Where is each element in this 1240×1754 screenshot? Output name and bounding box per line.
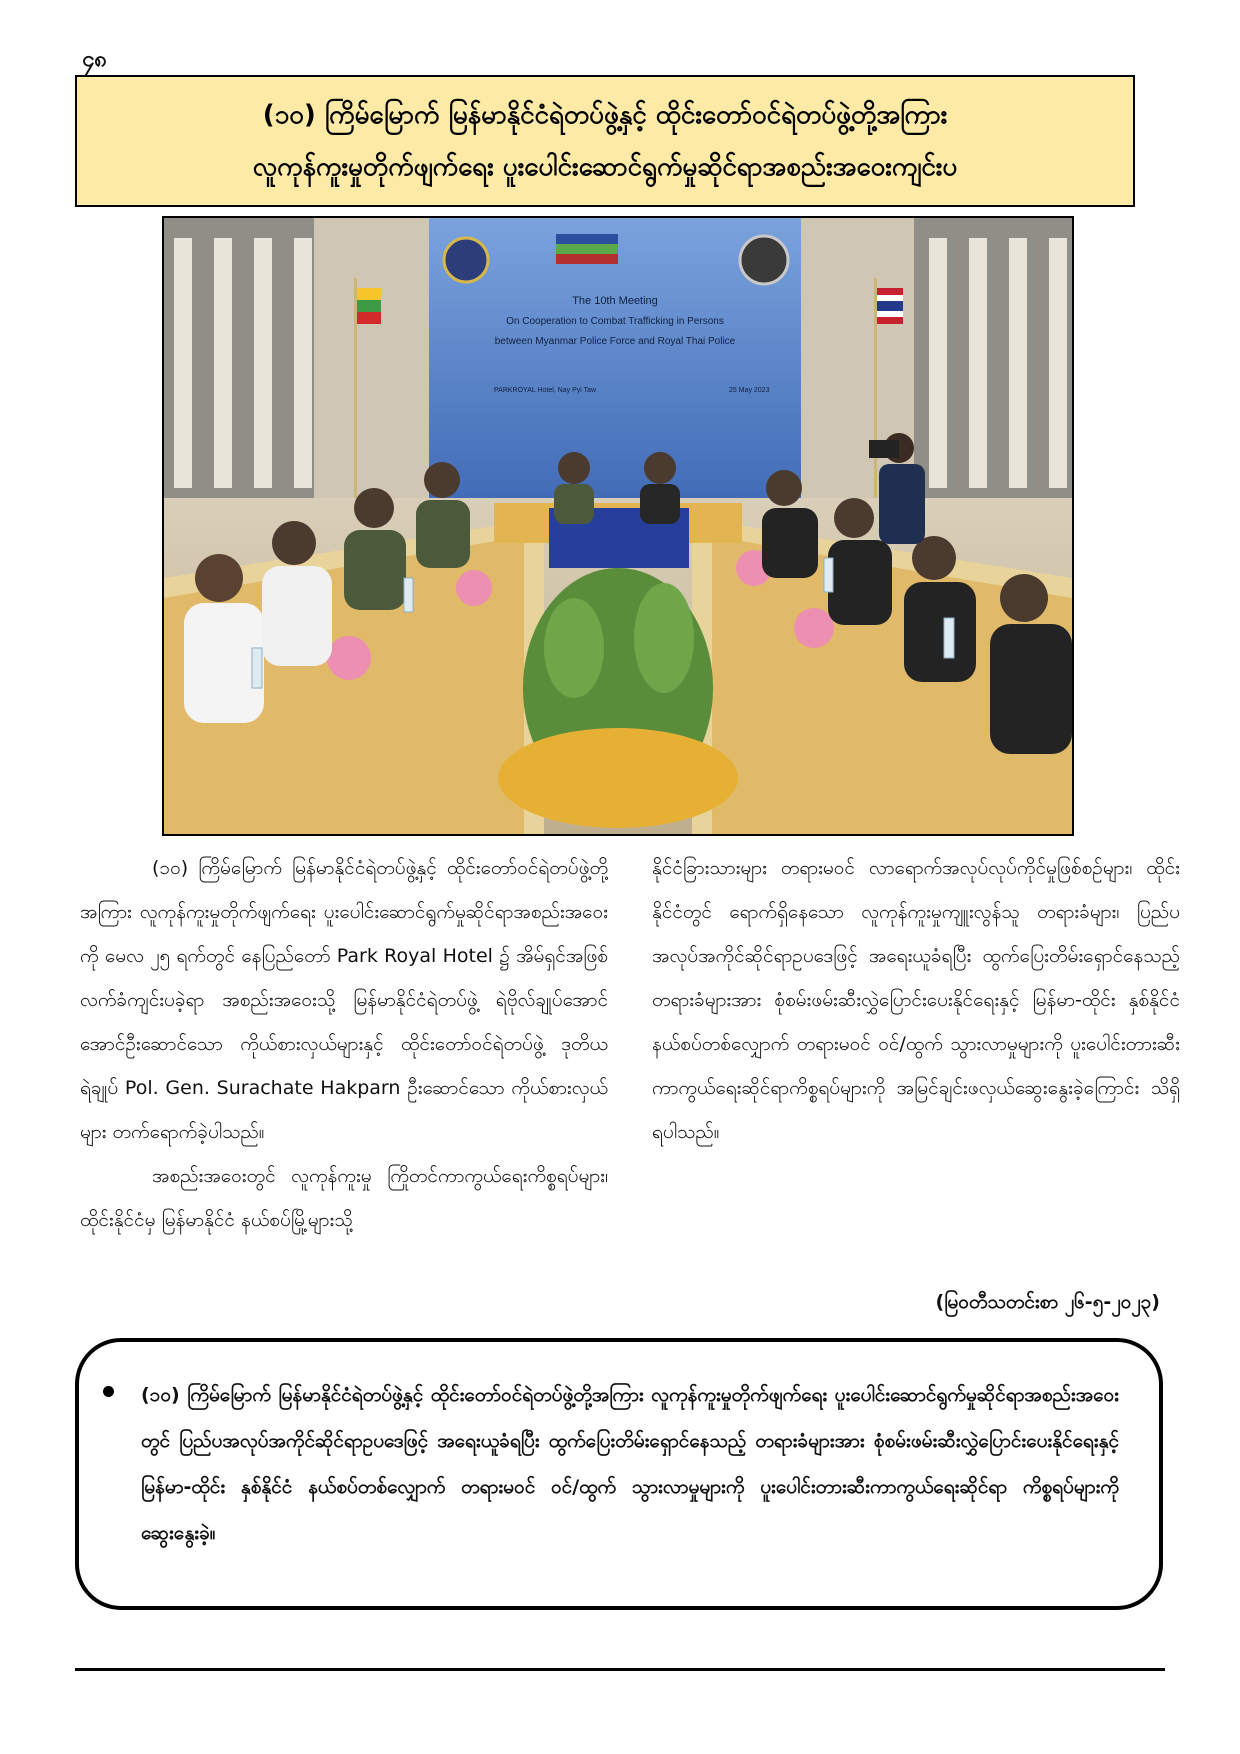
headline-box — [75, 75, 1135, 207]
banner-venue: PARKROYAL Hotel, Nay Pyi Taw — [494, 387, 597, 394]
banner-line-1: The 10th Meeting — [572, 295, 658, 307]
article-paragraph-3: နိုင်ငံခြားသားများ တရားမဝင် လာရောက်အလုပ်လုပ်ကိုင်မှုဖြစ်စဉ်များ၊ ထိုင်းနိုင်ငံတွင် ရောက်ရှိနေသော လူကုန်ကူးမှုကျူးလွန်သူ တရားခံများ၊ ပြည်ပအလုပ်အကိုင်ဆိုင်ရာဥပဒေဖြင့် အရေးယူခံရပြီး ထွက်ပြေးတိမ်းရှောင်နေသည့် တရားခံများအား စုံစမ်းဖမ်းဆီးလွှဲပြောင်းပေးနိုင်ရေးနှင့် မြန်မာ-ထိုင်း နှစ်နိုင်ငံနယ်စပ်တစ်လျှောက် တရားမဝင် ဝင်/ထွက် သွားလာမှုများကို ပူးပေါင်းတားဆီးကာကွယ်ရေးဆိုင်ရာကိစ္စရပ်များကို အမြင်ချင်းဖလှယ်ဆွေးနွေးခဲ့ကြောင်း သိရှိရပါသည်။ — [652, 857, 1180, 1143]
headline-line-2: လူကုန်ကူးမှုတိုက်ဖျက်ရေး ပူးပေါင်းဆောင်ရွက်မှုဆိုင်ရာအစည်းအဝေးကျင်းပ — [252, 152, 958, 182]
article-paragraph-1: (၁၀) ကြိမ်မြောက် မြန်မာနိုင်ငံရဲတပ်ဖွဲ့နှင့် ထိုင်းတော်ဝင်ရဲတပ်ဖွဲ့တို့အကြား လူကုန်ကူးမှုတိုက်ဖျက်ရေး ပူးပေါင်းဆောင်ရွက်မှုဆိုင်ရာအစည်းအဝေးကို မေလ ၂၅ ရက်တွင် နေပြည်တော် Park Royal Hotel ၌ အိမ်ရှင်အဖြစ် လက်ခံကျင်းပခဲ့ရာ အစည်းအဝေးသို့ မြန်မာနိုင်ငံရဲတပ်ဖွဲ့ ရဲဗိုလ်ချုပ်အောင်အောင်ဦးဆောင်သော ကိုယ်စားလှယ်များနှင့် ထိုင်းတော်ဝင်ရဲတပ်ဖွဲ့ ဒုတိယရဲချုပ် Pol. Gen. Surachate Hakparn ဦးဆောင်သော ကိုယ်စားလှယ်များ တက်ရောက်ခဲ့ပါသည်။ — [80, 857, 608, 1143]
article-column-left — [80, 846, 608, 1242]
banner-date: 25 May 2023 — [729, 387, 770, 394]
summary-text: (၁၀) ကြိမ်မြောက် မြန်မာနိုင်ငံရဲတပ်ဖွဲ့နှင့် ထိုင်းတော်ဝင်ရဲတပ်ဖွဲ့တို့အကြား လူကုန်ကူးမှုတိုက်ဖျက်ရေး ပူးပေါင်းဆောင်ရွက်မှုဆိုင်ရာအစည်းအဝေးတွင် ပြည်ပအလုပ်အကိုင်ဆိုင်ရာဥပဒေဖြင့် အရေးယူခံရပြီး ထွက်ပြေးတိမ်းရှောင်နေသည့် တရားခံများအား စုံစမ်းဖမ်းဆီးလွှဲပြောင်းပေးနိုင်ရေးနှင့် မြန်မာ-ထိုင်း နှစ်နိုင်ငံ နယ်စပ်တစ်လျှောက် တရားမဝင် ဝင်/ထွက် သွားလာမှုများကို ပူးပေါင်းတားဆီးကာကွယ်ရေးဆိုင်ရာ ကိစ္စရပ်များကို ဆွေးနွေးခဲ့။ — [141, 1384, 1119, 1544]
bottom-rule — [75, 1668, 1165, 1671]
source-citation: (မြဝတီသတင်းစာ ၂၆-၅-၂၀၂၃) — [935, 1291, 1160, 1313]
meeting-photo — [162, 216, 1074, 836]
headline-line-1: (၁၀) ကြိမ်မြောက် မြန်မာနိုင်ငံရဲတပ်ဖွဲ့နှင့် ထိုင်းတော်ဝင်ရဲတပ်ဖွဲ့တို့အကြား — [262, 100, 948, 130]
page-number: ၄၈ — [82, 47, 107, 72]
article-column-right — [652, 846, 1180, 1154]
banner-line-3: between Myanmar Police Force and Royal Thai Police — [494, 336, 736, 347]
bullet-icon — [103, 1386, 114, 1397]
banner-line-2: On Cooperation to Combat Trafficking in Persons — [506, 316, 724, 327]
article-paragraph-2: အစည်းအဝေးတွင် လူကုန်ကူးမှု ကြိုတင်ကာကွယ်ရေးကိစ္စရပ်များ၊ ထိုင်းနိုင်ငံမှ မြန်မာနိုင်ငံ နယ်စပ်မြို့များသို့ — [80, 1165, 608, 1231]
summary-box — [75, 1338, 1163, 1610]
